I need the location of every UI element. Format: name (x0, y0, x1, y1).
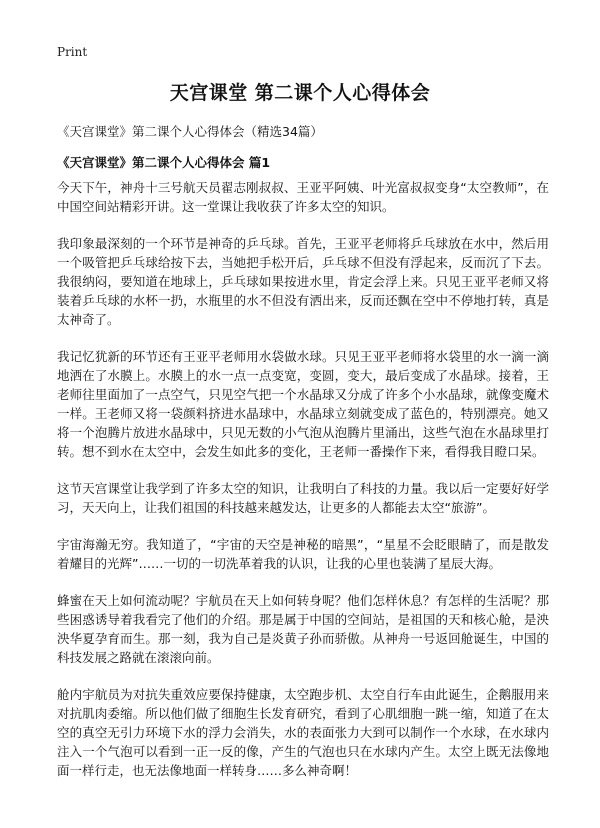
page-title: 天宫课堂 第二课个人心得体会 (169, 82, 431, 104)
paragraph-3: 我记忆犹新的环节还有王亚平老师用水袋做水球。只见王亚平老师将水袋里的水一滴一滴地洒在了水膜上。水膜上的水一点一点变宽，变圆，变大，最后变成了水晶球。接着，王老师往里面加了一点空气，只见空气把一个水晶球又分成了许多个小水晶球，就像变魔术一样。王老师又将一袋颜料挤进水晶球中，水晶球立刻就变成了蓝色的，特别漂亮。她又将一个泡腾片放进水晶球中，只见无数的小气泡从泡腾片里涌出，这些气泡在水晶球里打转。想不到水在太空中，会发生如此多的变化，王老师一番操作下来，看得我目瞪口呆。 (57, 349, 549, 459)
paragraph-7: 舱内宇航员为对抗失重效应要保持健康，太空跑步机、太空自行车由此诞生，企鹅服用来对抗肌肉委缩。所以他们做了细胞生长发育研究，看到了心肌细胞一跳一缩，知道了在太空的真空无引力环境下水的浮力会消失，水的表面张力大到可以制作一个水球，在水球内注入一个气泡可以看到一正一反的像，产生的气泡也只在水球内产生。太空上既无法像地面一样行走，也无法像地面一样转身……多么神奇啊！ (57, 687, 549, 778)
print-link[interactable]: Print (57, 45, 88, 59)
paragraph-4: 这节天宫课堂让我学到了许多太空的知识，让我明白了科技的力量。我以后一定要好好学习，天天向上，让我们祖国的科技越来越发达，让更多的人都能去太空“旅游”。 (57, 481, 549, 515)
document-subtitle: 《天宫课堂》第二课个人心得体会（精选34篇） (57, 124, 323, 139)
paragraph-6: 蜂蜜在天上如何流动呢？宇航员在天上如何转身呢？他们怎样休息？有怎样的生活呢？那些困惑诱导着我看完了他们的介绍。那是属于中国的空间站，是祖国的天和核心舱，是泱泱华夏孕育而生。那一刻，我为自己是炎黄子孙而骄傲。从神舟一号返回舱诞生，中国的科技发展之路就在滚滚向前。 (57, 593, 549, 665)
article-body (57, 178, 549, 798)
paragraph-1: 今天下午，神舟十三号航天员翟志刚叔叔、王亚平阿姨、叶光富叔叔变身“太空教师”，在中国空间站精彩开讲。这一堂课让我收获了许多太空的知识。 (57, 180, 549, 214)
section-heading: 《天宫课堂》第二课个人心得体会 篇1 (57, 155, 271, 170)
paragraph-5: 宇宙海瀚无穷。我知道了，“宇宙的天空是神秘的暗黑”，“星星不会眨眼睛了，而是散发着耀目的光辉”……一切的一切洗革着我的认识，让我的心里也装满了星辰大海。 (57, 537, 549, 571)
paragraph-2: 我印象最深刻的一个环节是神奇的乒乓球。首先，王亚平老师将乒乓球放在水中，然后用一个吸管把乒乓球给按下去，当她把手松开后，乒乓球不但没有浮起来，反而沉了下去。我很纳闷，要知道在地球上，乒乓球如果按进水里，肯定会浮上来。只见王亚平老师又将装着乒乓球的水杯一扔，水瓶里的水不但没有洒出来，反而还飘在空中不停地打转，真是太神奇了。 (57, 236, 549, 327)
